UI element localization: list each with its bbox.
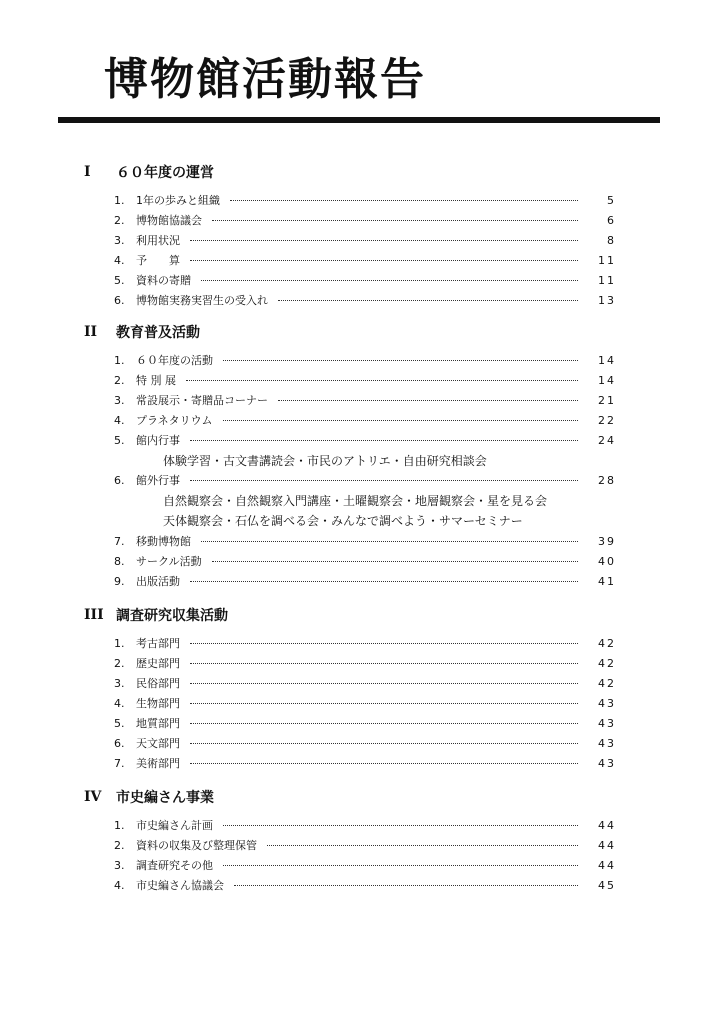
toc-entry bbox=[114, 837, 616, 853]
entry-page: 43 bbox=[598, 736, 616, 750]
section-numeral: IV bbox=[84, 789, 102, 805]
toc-entry bbox=[114, 715, 616, 731]
toc-entry bbox=[114, 192, 616, 208]
toc-entry bbox=[114, 232, 616, 248]
entry-page: 43 bbox=[598, 716, 616, 730]
entry-page: 28 bbox=[598, 473, 616, 487]
dot-leader bbox=[190, 662, 578, 664]
entry-label: 地質部門 bbox=[136, 717, 180, 730]
entry-label: 資料の寄贈 bbox=[136, 274, 191, 287]
entry-label: 常設展示・寄贈品コーナー bbox=[136, 394, 268, 407]
entry-label: 特 別 展 bbox=[136, 374, 176, 387]
entry-label: 利用状況 bbox=[136, 234, 180, 247]
toc-entry bbox=[114, 675, 616, 691]
toc-entry bbox=[114, 635, 616, 651]
entry-label: 館内行事 bbox=[136, 434, 180, 447]
section-title: ６０年度の運営 bbox=[116, 165, 214, 181]
entry-number: 6. bbox=[114, 473, 125, 487]
entry-label: 天文部門 bbox=[136, 737, 180, 750]
entry-number: 2. bbox=[114, 838, 125, 852]
dot-leader bbox=[201, 279, 578, 281]
section-numeral: III bbox=[84, 607, 104, 623]
entry-label: サークル活動 bbox=[136, 555, 202, 568]
entry-page: 6 bbox=[607, 213, 616, 227]
entry-page: 22 bbox=[598, 413, 616, 427]
entry-number: 1. bbox=[114, 353, 125, 367]
entry-number: 5. bbox=[114, 273, 125, 287]
entry-number: 3. bbox=[114, 676, 125, 690]
entry-label: 歴史部門 bbox=[136, 657, 180, 670]
toc-entry bbox=[114, 272, 616, 288]
dot-leader bbox=[190, 479, 578, 481]
entry-label: 予 算 bbox=[136, 254, 180, 267]
dot-leader bbox=[190, 580, 578, 582]
entry-number: 3. bbox=[114, 233, 125, 247]
toc-entry bbox=[114, 252, 616, 268]
entry-page: 14 bbox=[598, 353, 616, 367]
entry-page: 5 bbox=[607, 193, 616, 207]
toc-entry bbox=[114, 372, 616, 388]
entry-number: 7. bbox=[114, 756, 125, 770]
entry-label: 市史編さん計画 bbox=[136, 819, 213, 832]
entry-label: 生物部門 bbox=[136, 697, 180, 710]
entry-label: 市史編さん協議会 bbox=[136, 879, 224, 892]
entry-label: 美術部門 bbox=[136, 757, 180, 770]
dot-leader bbox=[190, 762, 578, 764]
entry-label: 考古部門 bbox=[136, 637, 180, 650]
entry-number: 4. bbox=[114, 878, 125, 892]
dot-leader bbox=[190, 722, 578, 724]
toc-entry bbox=[114, 877, 616, 893]
entry-number: 3. bbox=[114, 393, 125, 407]
dot-leader bbox=[278, 299, 578, 301]
entry-page: 42 bbox=[598, 656, 616, 670]
toc-entry bbox=[114, 432, 616, 448]
entry-page: 11 bbox=[598, 253, 616, 267]
entry-page: 21 bbox=[598, 393, 616, 407]
toc-entry bbox=[114, 352, 616, 368]
dot-leader bbox=[267, 844, 578, 846]
entry-page: 42 bbox=[598, 676, 616, 690]
entry-page: 39 bbox=[598, 534, 616, 548]
entry-label: 博物館実務実習生の受入れ bbox=[136, 294, 268, 307]
entry-number: 5. bbox=[114, 433, 125, 447]
entry-number: 1. bbox=[114, 818, 125, 832]
dot-leader bbox=[190, 259, 578, 261]
dot-leader bbox=[190, 439, 578, 441]
entry-page: 42 bbox=[598, 636, 616, 650]
toc-entry bbox=[114, 472, 616, 488]
entry-page: 24 bbox=[598, 433, 616, 447]
entry-label: 館外行事 bbox=[136, 474, 180, 487]
entry-number: 4. bbox=[114, 413, 125, 427]
toc-entry bbox=[114, 533, 616, 549]
entry-label: 調査研究その他 bbox=[136, 859, 213, 872]
entry-number: 7. bbox=[114, 534, 125, 548]
dot-leader bbox=[190, 642, 578, 644]
subentry-line: 自然観察会・自然観察入門講座・土曜観察会・地層観察会・星を見る会 bbox=[163, 494, 548, 508]
dot-leader bbox=[223, 359, 578, 361]
entry-page: 43 bbox=[598, 696, 616, 710]
dot-leader bbox=[190, 239, 578, 241]
entry-number: 5. bbox=[114, 716, 125, 730]
entry-page: 13 bbox=[598, 293, 616, 307]
section-heading bbox=[84, 322, 200, 342]
entry-number: 2. bbox=[114, 373, 125, 387]
entry-page: 40 bbox=[598, 554, 616, 568]
entry-page: 44 bbox=[598, 858, 616, 872]
section-title: 市史編さん事業 bbox=[116, 790, 214, 806]
toc-entry bbox=[114, 292, 616, 308]
entry-page: 41 bbox=[598, 574, 616, 588]
entry-label: プラネタリウム bbox=[136, 414, 213, 427]
entry-page: 8 bbox=[607, 233, 616, 247]
entry-number: 4. bbox=[114, 696, 125, 710]
entry-page: 11 bbox=[598, 273, 616, 287]
entry-number: 2. bbox=[114, 213, 125, 227]
entry-label: 1年の歩みと組織 bbox=[136, 194, 220, 207]
dot-leader bbox=[190, 702, 578, 704]
entry-label: 博物館協議会 bbox=[136, 214, 202, 227]
entry-page: 45 bbox=[598, 878, 616, 892]
entry-number: 6. bbox=[114, 736, 125, 750]
dot-leader bbox=[234, 884, 578, 886]
dot-leader bbox=[186, 379, 578, 381]
dot-leader bbox=[212, 560, 578, 562]
toc-entry bbox=[114, 695, 616, 711]
entry-number: 3. bbox=[114, 858, 125, 872]
toc-entry bbox=[114, 755, 616, 771]
subentry-line: 天体観察会・石仏を調べる会・みんなで調べよう・サマーセミナー bbox=[163, 514, 523, 528]
entry-page: 44 bbox=[598, 838, 616, 852]
entry-number: 1. bbox=[114, 636, 125, 650]
entry-page: 14 bbox=[598, 373, 616, 387]
section-heading bbox=[84, 162, 214, 182]
toc-entry bbox=[114, 735, 616, 751]
toc-entry bbox=[114, 553, 616, 569]
entry-label: 移動博物館 bbox=[136, 535, 191, 548]
section-heading bbox=[84, 605, 228, 625]
entry-number: 9. bbox=[114, 574, 125, 588]
section-numeral: II bbox=[84, 324, 98, 340]
entry-page: 44 bbox=[598, 818, 616, 832]
dot-leader bbox=[223, 419, 578, 421]
subentry-line: 体験学習・古文書講読会・市民のアトリエ・自由研究相談会 bbox=[163, 454, 487, 468]
dot-leader bbox=[212, 219, 578, 221]
dot-leader bbox=[190, 742, 578, 744]
section-title: 調査研究収集活動 bbox=[116, 608, 228, 624]
entry-number: 6. bbox=[114, 293, 125, 307]
entry-page: 43 bbox=[598, 756, 616, 770]
section-heading bbox=[84, 787, 214, 807]
toc-entry bbox=[114, 655, 616, 671]
dot-leader bbox=[201, 540, 578, 542]
entry-number: 2. bbox=[114, 656, 125, 670]
toc-entry bbox=[114, 857, 616, 873]
page-title: 博物館活動報告 bbox=[104, 54, 426, 105]
entry-number: 4. bbox=[114, 253, 125, 267]
toc-entry bbox=[114, 212, 616, 228]
entry-label: 資料の収集及び整理保管 bbox=[136, 839, 257, 852]
entry-label: 出版活動 bbox=[136, 575, 180, 588]
toc-entry bbox=[114, 412, 616, 428]
entry-label: ６０年度の活動 bbox=[136, 354, 213, 367]
entry-number: 8. bbox=[114, 554, 125, 568]
toc-entry bbox=[114, 817, 616, 833]
entry-number: 1. bbox=[114, 193, 125, 207]
dot-leader bbox=[190, 682, 578, 684]
toc-entry bbox=[114, 392, 616, 408]
section-numeral: I bbox=[84, 164, 91, 180]
dot-leader bbox=[223, 824, 578, 826]
dot-leader bbox=[223, 864, 578, 866]
toc-entry bbox=[114, 573, 616, 589]
entry-label: 民俗部門 bbox=[136, 677, 180, 690]
dot-leader bbox=[230, 199, 578, 201]
section-title: 教育普及活動 bbox=[116, 325, 200, 341]
dot-leader bbox=[278, 399, 578, 401]
